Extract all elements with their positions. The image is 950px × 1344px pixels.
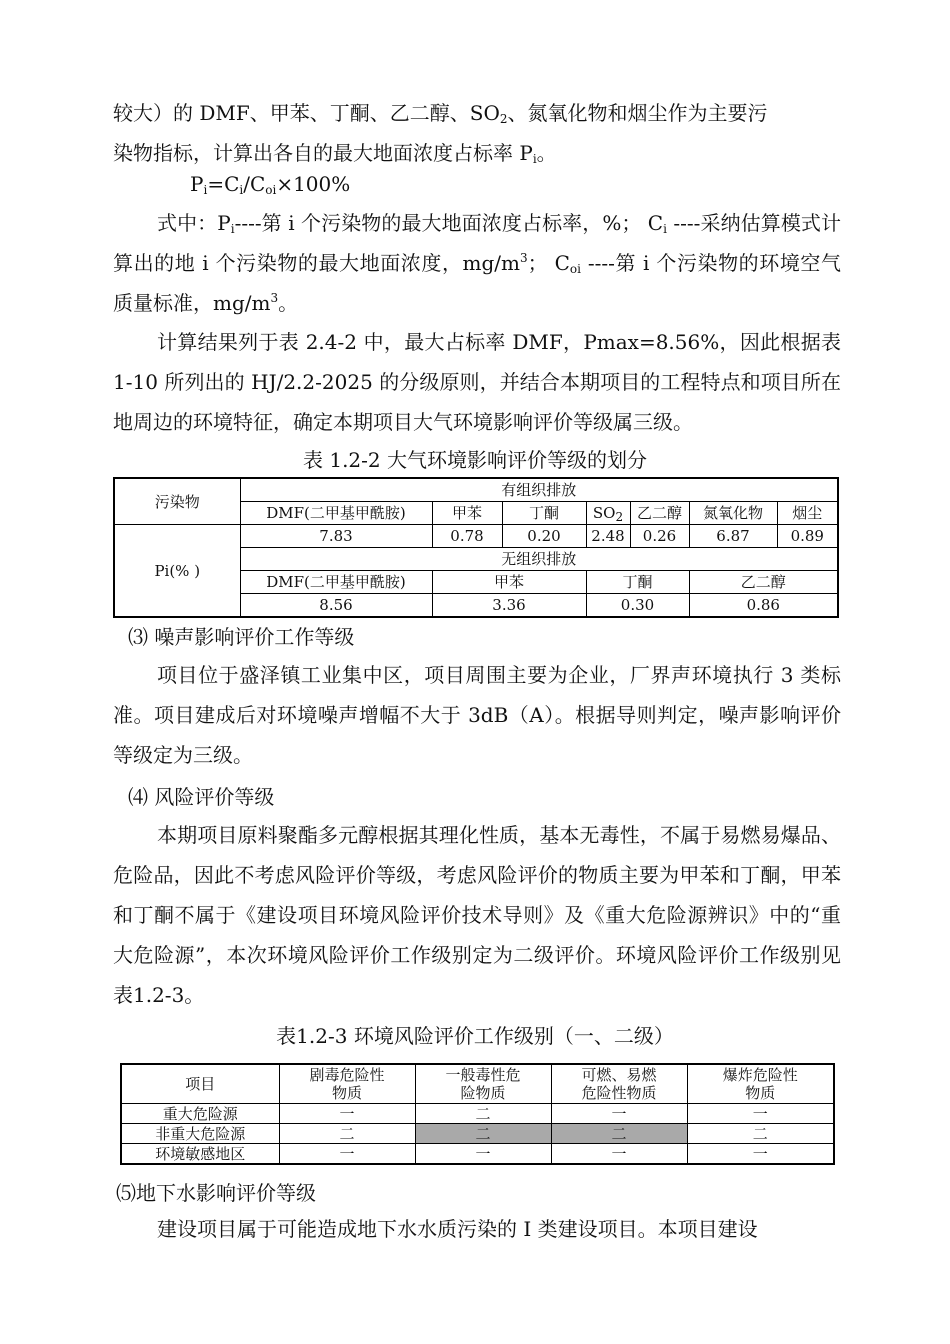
subscript: 2 (499, 112, 508, 126)
header-line: 爆炸危险性 (722, 1066, 798, 1084)
superscript: 3 (520, 251, 528, 265)
table-header-cell (586, 502, 630, 525)
risk-paragraph: 本期项目原料聚酯多元醇根据其理化性质，基本无毒性，不属于易燃易爆品、危险品，因此不考虑风险评价等级，考虑风险评价的物质主要为甲苯和丁酮，甲苯和丁酮不属于《建设项目环境风险评价技术导则》及《重大危险源辨识》中的“重大危险源”，本次环境风险评价工作级别定为二级评价。环境风险评价工作级别见表1.2-3。 (113, 823, 841, 1007)
text-run: 。 (278, 291, 299, 315)
formula-tail: ×100% (276, 172, 351, 196)
table-cell: 二 (415, 1104, 551, 1124)
table-header-cell: 甲苯 (432, 502, 502, 525)
table-row (121, 1104, 834, 1124)
subscript: i (532, 152, 537, 166)
pollutant-header: 污染物 (114, 478, 240, 525)
table-cell: 0.26 (630, 525, 689, 548)
text-run: 。 (536, 141, 557, 165)
pi-label: Pi(% ) (114, 525, 240, 618)
row-label: 环境敏感地区 (121, 1144, 279, 1165)
table-header-cell (687, 1064, 834, 1104)
superscript: 3 (270, 291, 279, 305)
text-run: 、氮氧化物和烟尘作为主要污 (507, 101, 768, 125)
air-impact-table (113, 477, 839, 618)
definition-paragraph (113, 203, 841, 323)
table-cell: 一 (687, 1104, 834, 1124)
shaded-cell: 二 (551, 1124, 687, 1144)
table1-caption: 表 1.2-2 大气环境影响评价等级的划分 (302, 448, 647, 472)
table-header-cell: 项目 (121, 1064, 279, 1104)
table-row (121, 1144, 834, 1165)
table-cell: 6.87 (689, 525, 777, 548)
subscript: i (203, 183, 208, 197)
result-paragraph: 计算结果列于表 2.4-2 中，最大占标率 DMF，Pmax=8.56%，因此根据表 1-10 所列出的 HJ/2.2-2025 的分级原则，并结合本期项目的工程特点和项目所在地周边的环境特征，确定本期项目大气环境影响评价等级属三级。 (113, 330, 841, 434)
text-run: ----第 i 个污染物的环境空气质量标准，mg/m (113, 251, 841, 315)
table-header-cell (279, 1064, 415, 1104)
text-run: 较大）的 DMF、甲苯、丁酮、乙二醇、SO (113, 101, 500, 125)
table-cell: 2.48 (586, 525, 630, 548)
header-line: 物质 (331, 1084, 362, 1102)
table-header-cell: 烟尘 (777, 502, 838, 525)
formula-slash: /C (243, 172, 266, 196)
formula (190, 171, 350, 197)
header-line: 剧毒危险性 (309, 1066, 385, 1084)
section-heading-noise: ⑶ 噪声影响评价工作等级 (128, 625, 355, 649)
table-cell: 0.20 (502, 525, 586, 548)
text-run: ----采纳估算模式计算出的地 i 个污染物的最大地面浓度，mg/m (113, 211, 841, 275)
table-header-cell: 丁酮 (502, 502, 586, 525)
table-cell: 一 (415, 1144, 551, 1165)
table-cell: 0.78 (432, 525, 502, 548)
risk-level-table (120, 1063, 835, 1165)
noise-paragraph: 项目位于盛泽镇工业集中区，项目周围主要为企业，厂界声环境执行 3 类标准。项目建成后对环境噪声增幅不大于 3dB（A）。根据导则判定，噪声影响评价等级定为三级。 (113, 663, 841, 767)
table-header-cell (551, 1064, 687, 1104)
table-header-cell: 乙二醇 (630, 502, 689, 525)
table-cell: 一 (279, 1144, 415, 1165)
paragraph-line (113, 140, 557, 166)
shaded-cell: 二 (415, 1124, 551, 1144)
table-cell: 二 (279, 1124, 415, 1144)
table-header-cell: 甲苯 (432, 571, 586, 594)
subscript: oi (265, 183, 277, 197)
subscript: i (239, 183, 244, 197)
table-header-cell: DMF(二甲基甲酰胺) (240, 571, 432, 594)
organized-emission-header: 有组织排放 (240, 478, 838, 502)
text-run: 染物指标，计算出各自的最大地面浓度占标率 P (113, 141, 533, 165)
table-cell: 7.83 (240, 525, 432, 548)
subscript: i (230, 222, 235, 236)
section-heading-groundwater: ⑸地下水影响评价等级 (116, 1181, 316, 1205)
table-cell: 0.89 (777, 525, 838, 548)
table-header-cell: 氮氧化物 (689, 502, 777, 525)
table-cell: 3.36 (432, 594, 586, 618)
unorganized-emission-header: 无组织排放 (240, 548, 838, 571)
subscript: 2 (615, 510, 624, 524)
table-header-cell: 丁酮 (586, 571, 689, 594)
table-cell: 0.86 (689, 594, 838, 618)
table-header-cell (415, 1064, 551, 1104)
table-cell: 一 (551, 1144, 687, 1165)
table-cell: 0.30 (586, 594, 689, 618)
table-cell: 一 (279, 1104, 415, 1124)
subscript: oi (569, 262, 581, 276)
table-cell: 一 (687, 1144, 834, 1165)
paragraph-line (113, 100, 768, 126)
table-cell: 8.56 (240, 594, 432, 618)
header-line: 危险性物质 (581, 1084, 657, 1102)
text-run: 式中：P (157, 211, 231, 235)
section-heading-risk: ⑷ 风险评价等级 (128, 785, 275, 809)
groundwater-paragraph: 建设项目属于可能造成地下水水质污染的 I 类建设项目。本项目建设 (157, 1217, 758, 1241)
table2-caption: 表1.2-3 环境风险评价工作级别（一、二级） (276, 1024, 674, 1048)
text-run: ----第 i 个污染物的最大地面浓度占标率，%； C (234, 211, 664, 235)
table-cell: 一 (551, 1104, 687, 1124)
subscript: i (663, 222, 667, 236)
text-run: ； C (527, 251, 570, 275)
header-line: 物质 (745, 1084, 776, 1102)
row-label: 非重大危险源 (121, 1124, 279, 1144)
header-line: 一般毒性危 (445, 1066, 521, 1084)
formula-eq: =C (207, 172, 240, 196)
table-header-cell: 乙二醇 (689, 571, 838, 594)
so2-text: SO (592, 504, 616, 522)
header-line: 险物质 (460, 1084, 506, 1102)
table-header-cell: DMF(二甲基甲酰胺) (240, 502, 432, 525)
table-cell: 二 (687, 1124, 834, 1144)
header-line: 可燃、易燃 (581, 1066, 657, 1084)
formula-p: P (190, 172, 204, 196)
row-label: 重大危险源 (121, 1104, 279, 1124)
table-row (121, 1124, 834, 1144)
